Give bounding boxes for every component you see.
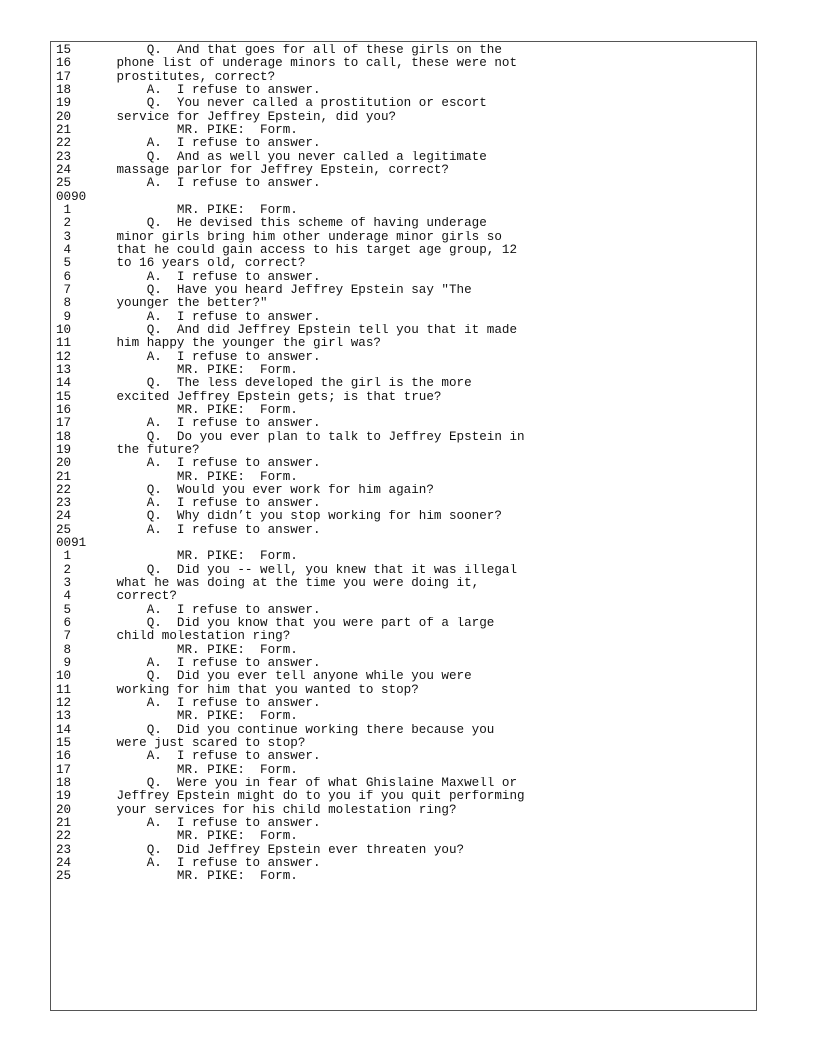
transcript-line: 14 Q. The less developed the girl is the more	[56, 377, 472, 391]
transcript-line: 0090	[56, 190, 87, 204]
transcript-line: 7 Q. Have you heard Jeffrey Epstein say "The	[56, 283, 472, 297]
transcript-line: 21 A. I refuse to answer.	[56, 817, 321, 831]
transcript-line: 10 Q. Did you ever tell anyone while you were	[56, 670, 472, 684]
transcript-line: 17 prostitutes, correct?	[56, 70, 276, 84]
transcript-page	[50, 41, 757, 1011]
transcript-line: 19 Q. You never called a prostitution or escort	[56, 97, 487, 111]
transcript-line: 1 MR. PIKE: Form.	[56, 203, 298, 217]
transcript-line: 1 MR. PIKE: Form.	[56, 550, 298, 564]
transcript-line: 5 to 16 years old, correct?	[56, 257, 306, 271]
transcript-line: 24 massage parlor for Jeffrey Epstein, correct?	[56, 163, 449, 177]
transcript-line: 25 A. I refuse to answer.	[56, 523, 321, 537]
transcript-line: 12 A. I refuse to answer.	[56, 350, 321, 364]
transcript-line: 24 A. I refuse to answer.	[56, 857, 321, 871]
transcript-line: 18 Q. Do you ever plan to talk to Jeffrey Epstein in	[56, 430, 525, 444]
transcript-line: 18 Q. Were you in fear of what Ghislaine Maxwell or	[56, 777, 518, 791]
transcript-line: 25 MR. PIKE: Form.	[56, 870, 298, 884]
transcript-line: 16 phone list of underage minors to call, these were not	[56, 57, 518, 71]
transcript-line: 16 A. I refuse to answer.	[56, 750, 321, 764]
transcript-line: 15 excited Jeffrey Epstein gets; is that true?	[56, 390, 442, 404]
transcript-line: 3 what he was doing at the time you were doing it,	[56, 577, 480, 591]
transcript-line: 20 your services for his child molestation ring?	[56, 803, 457, 817]
transcript-line: 13 MR. PIKE: Form.	[56, 710, 298, 724]
transcript-line: 4 correct?	[56, 590, 177, 604]
transcript-line: 18 A. I refuse to answer.	[56, 83, 321, 97]
transcript-line: 8 MR. PIKE: Form.	[56, 643, 298, 657]
transcript-line: 9 A. I refuse to answer.	[56, 310, 321, 324]
transcript-line: 22 A. I refuse to answer.	[56, 137, 321, 151]
transcript-line: 21 MR. PIKE: Form.	[56, 123, 298, 137]
transcript-line: 16 MR. PIKE: Form.	[56, 403, 298, 417]
transcript-line: 2 Q. He devised this scheme of having underage	[56, 217, 487, 231]
transcript-line: 5 A. I refuse to answer.	[56, 603, 321, 617]
transcript-line: 17 A. I refuse to answer.	[56, 417, 321, 431]
transcript-line: 11 him happy the younger the girl was?	[56, 337, 381, 351]
transcript-line: 23 Q. Did Jeffrey Epstein ever threaten you?	[56, 843, 465, 857]
transcript-line: 9 A. I refuse to answer.	[56, 657, 321, 671]
transcript-line: 19 the future?	[56, 443, 200, 457]
transcript-line: 8 younger the better?"	[56, 297, 268, 311]
transcript-line: 20 service for Jeffrey Epstein, did you?	[56, 110, 397, 124]
transcript-line: 0091	[56, 537, 87, 551]
transcript-line: 24 Q. Why didn’t you stop working for him sooner?	[56, 510, 502, 524]
transcript-line: 22 Q. Would you ever work for him again?	[56, 483, 434, 497]
transcript-line: 21 MR. PIKE: Form.	[56, 470, 298, 484]
transcript-line: 6 Q. Did you know that you were part of a large	[56, 617, 495, 631]
transcript-line: 6 A. I refuse to answer.	[56, 270, 321, 284]
transcript-line: 25 A. I refuse to answer.	[56, 177, 321, 191]
transcript-line: 10 Q. And did Jeffrey Epstein tell you that it made	[56, 323, 518, 337]
transcript-line: 23 A. I refuse to answer.	[56, 497, 321, 511]
transcript-lines	[56, 44, 756, 884]
transcript-line: 22 MR. PIKE: Form.	[56, 830, 298, 844]
transcript-line: 14 Q. Did you continue working there because you	[56, 723, 495, 737]
transcript-line: 4 that he could gain access to his target age group, 12	[56, 243, 518, 257]
transcript-line: 7 child molestation ring?	[56, 630, 291, 644]
transcript-line: 2 Q. Did you -- well, you knew that it was illegal	[56, 563, 518, 577]
transcript-line: 15 Q. And that goes for all of these girls on the	[56, 44, 502, 57]
transcript-line: 23 Q. And as well you never called a legitimate	[56, 150, 487, 164]
transcript-line: 11 working for him that you wanted to stop?	[56, 683, 419, 697]
transcript-line: 13 MR. PIKE: Form.	[56, 363, 298, 377]
transcript-line: 3 minor girls bring him other underage minor girls so	[56, 230, 502, 244]
transcript-line: 12 A. I refuse to answer.	[56, 697, 321, 711]
transcript-line: 20 A. I refuse to answer.	[56, 457, 321, 471]
transcript-line: 15 were just scared to stop?	[56, 737, 306, 751]
transcript-line: 17 MR. PIKE: Form.	[56, 763, 298, 777]
transcript-line: 19 Jeffrey Epstein might do to you if you quit performing	[56, 790, 525, 804]
